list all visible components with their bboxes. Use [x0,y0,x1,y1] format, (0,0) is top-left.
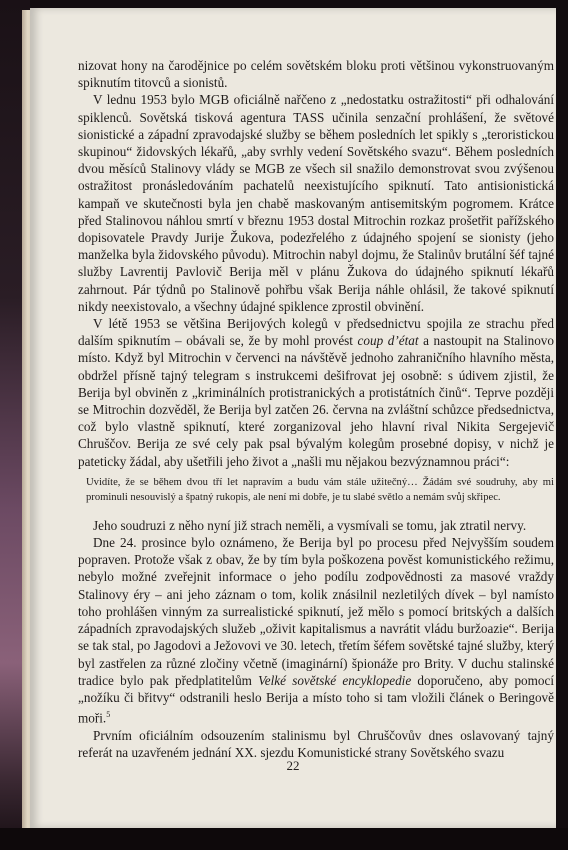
paragraph-summer-1953 [78,315,554,470]
body-text [78,57,554,761]
scan-background-bottom [0,828,568,850]
footnote-marker: 5 [106,710,111,720]
page-number: 22 [286,758,300,773]
paragraph-text: a nastoupit na Stalinovo místo. Když byl Mitrochin v červenci na návštěvě jednoho zahraničního hlavního města, obdržel přísně tajný telegram s instrukcemi dešifrovat jej osobně: s údivem zjistil, že Berija byl obviněn z „kriminálních protistranických a protistátních činů“. Teprve později se Mitrochin dozvěděl, že Berija byl zatčen 26. června na zvláštní schůzce předsednictva, což bylo vlastně spiknutí, které zorganizoval jeho hlavní rival Nikita Sergejevič Chruščov. Berija ze své cely pak psal bývalým kolegům prosebné dopisy, v nichž je pateticky žádal, aby ušetřili jeho život a „našli mu nějakou bezvýznamnou práci“: [78,333,554,469]
italic-title: Velké sovětské encyklopedie [258,672,412,688]
paragraph-comrades: Jeho soudruzi z něho nyní již strach neměli, a vysmívali se tomu, jak ztratil nervy. [93,517,527,533]
italic-phrase: coup d’état [357,333,419,349]
paragraph-text: Dne 24. prosince bylo oznámeno, že Berija byl po procesu před Nejvyšším soudem popraven. Protože však z obav, že by tím byla poškozena pověst komunistického režimu, nebylo možné zveřejnit informace o jeho podílu zodpovědnosti za masové vraždy Stalinovy éry – ani jeho záznam o tom, kolik znásilnil nezletilých dívek – byl namísto toho prohlášen vinným za surrealistické spiknutí, jež mělo s pomocí britských a dalších západních zpravodajských služeb „oživit kapitalismus a navrátit vládu buržoazie“. Berija se tak stal, po Jagodovi a Ježovovi ve 30. letech, třetím šéfem sovětské tajné služby, který byl zastřelen za různé zločiny včetně (imaginární) špionáže pro Brity. V duchu stalinské tradice bylo pak předplatitelům [78,535,554,688]
paragraph-text: doporučeno, aby pomocí „nožíku či břitvy“ odstranili heslo Berija a místo toho si tam vložili článek o Beringově moři. [78,672,555,726]
paragraph-mgb-1953: V lednu 1953 bylo MGB oficiálně nařčeno z „nedostatku ostražitosti“ při odhalování spiklenců. Sovětská tisková agentura TASS učinila senzační prohlášení, že světové sionistické a západní zpravodajské služby se během posledních let spikly s „teroristickou skupinou“ židovských lékařů, „aby svrhly vedení Sovětského svazu“. Během posledních dvou měsíců Stalinovy vlády se MGB ze všech sil snažilo demonstrovat svou zvýšenou ostražitost pronásledováním pachatelů neexistujícího spiknutí. Tato antisionistická kampaň ve skutečnosti byla jen chabě maskovaným antisemitským pogromem. Krátce před Stalinovou náhlou smrtí v březnu 1953 dostal Mitrochin rozkaz prošetřit pařížského dopisovatele Pravdy Jurije Žukova, podezřelého z údajného spojení se sionisty (jeho manželka byla židovského původu). Mitrochin nabyl dojmu, že Stalinův brutální šéf tajné služby Lavrentij Pavlovič Berija měl v plánu Žukova do údajného spiknutí lékařů zahrnout. Pár týdnů po Stalinově pohřbu však Berija náhle ohlásil, že takové spiknutí nikdy neexistovalo, a všechny údajné spiklence zprostil obvinění. [78,92,554,314]
paragraph-khrushchev: Prvním oficiálním odsouzením stalinismu byl Chruščovův dnes oslavovaný tajný referát na uzavřeném jednání XX. sjezdu Komunistické strany Sovětského svazu [78,727,554,760]
paragraph-text: V létě 1953 se většina Berijových kolegů v předsednictvu spojila ze strachu před dalším spiknutím – obávali se, že by mohl provést [78,316,554,349]
paragraph-continuation: nizovat hony na čarodějnice po celém sovětském bloku proti většinou vykonstruovaným spiknutím titovců a sionistů. [78,58,554,91]
block-quote: Uvidíte, že se během dvou tří let napravím a budu vám stále užitečný… Žádám své soudruhy, aby mi prominuli nesouvislý a špatný rukopis, ale není mi dobře, je tu slabé světlo a nemám svůj skřipec. [86,476,554,503]
paragraph-execution [78,534,554,727]
